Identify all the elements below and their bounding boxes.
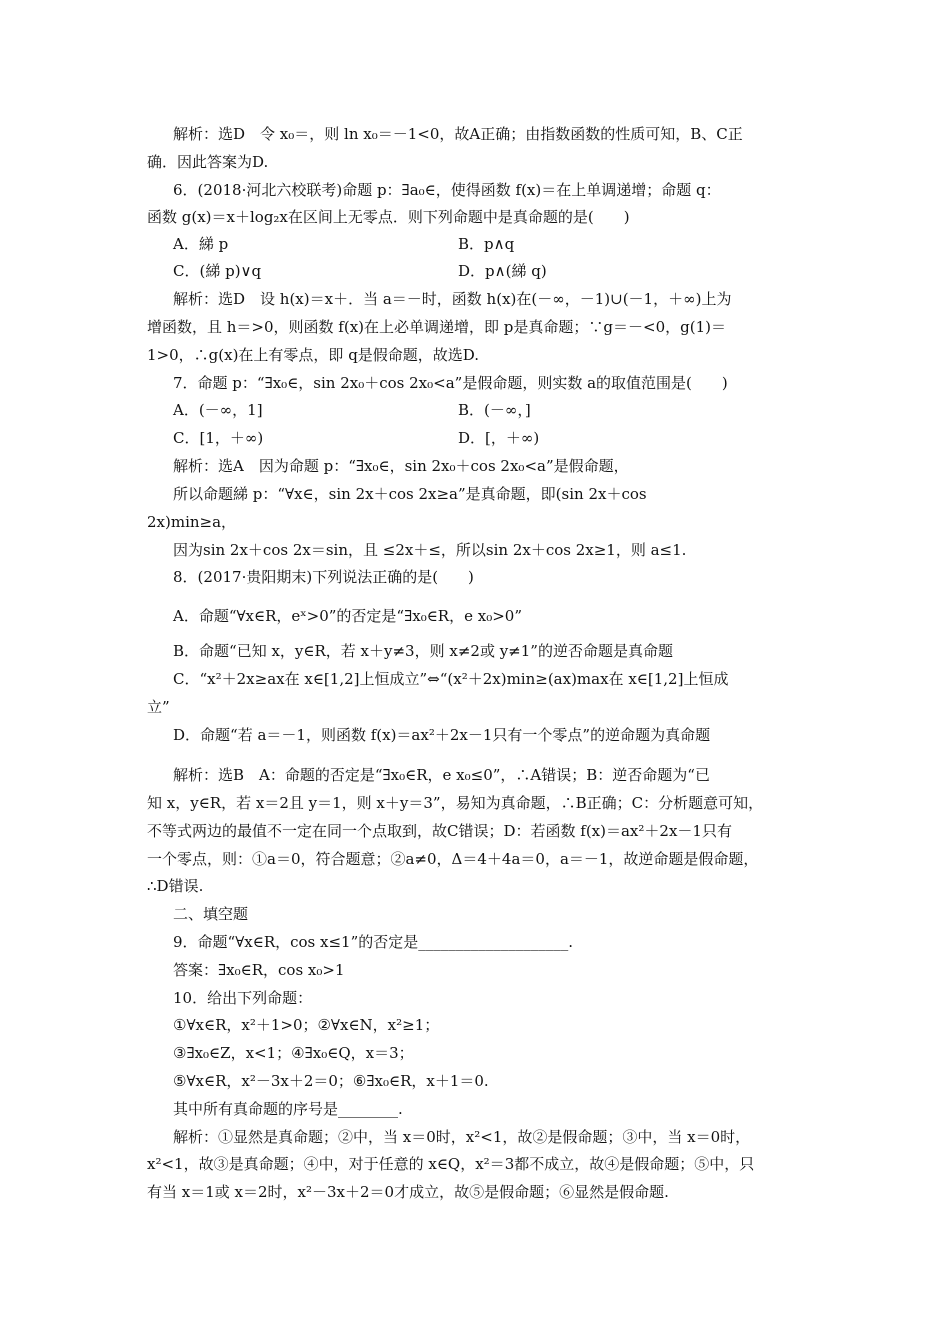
text-line: 解析：①显然是真命题；②中，当 x＝0时，x²<1，故②是假命题；③中，当 x＝0时， — [173, 1128, 751, 1146]
option-a: A．命题“∀x∈R，eˣ>0”的否定是“∃x₀∈R，e x₀>0” — [173, 607, 522, 625]
text-line: 因为sin 2x＋cos 2x＝sin，且 ≤2x＋≤，所以sin 2x＋cos 2x≥1，则 a≤1. — [173, 541, 687, 559]
text-line: 函数 g(x)＝x＋log₂x在区间上无零点．则下列命题中是真命题的是( ) — [147, 208, 630, 226]
text-line: ③∃x₀∈Z，x<1；④∃x₀∈Q，x＝3； — [173, 1044, 414, 1062]
text-line: 确．因此答案为D. — [147, 153, 269, 171]
text-line: ⑤∀x∈R，x²－3x＋2＝0；⑥∃x₀∈R，x＋1＝0. — [173, 1072, 489, 1090]
options-row — [173, 428, 813, 448]
text-line: 解析：选D 设 h(x)＝x＋．当 a＝－时，函数 h(x)在(－∞，－1)∪(－1，＋∞)上为 — [173, 290, 732, 308]
option-d: D．p∧(綈 q) — [458, 262, 547, 280]
text-line: 2x)min≥a， — [147, 513, 237, 531]
text-line: 一个零点，则：①a＝0，符合题意；②a≠0，Δ＝4＋4a＝0，a＝－1，故逆命题是假命题， — [147, 850, 759, 868]
text-line: 所以命题綈 p：“∀x∈，sin 2x＋cos 2x≥a”是真命题，即(sin 2x＋cos — [173, 485, 647, 503]
text-line: 立” — [147, 698, 170, 716]
option-b: B．p∧q — [458, 235, 515, 253]
text-line: ①∀x∈R，x²＋1>0；②∀x∈N，x²≥1； — [173, 1016, 440, 1034]
text-line: ∴D错误. — [147, 877, 204, 895]
text-line: 增函数，且 h＝>0，则函数 f(x)在上必单调递增，即 p是真命题；∵g＝－<0，g(1)＝ — [147, 318, 726, 336]
question-9-stem: 9．命题“∀x∈R，cos x≤1”的否定是____________________. — [173, 933, 574, 951]
options-row — [173, 234, 813, 254]
section-heading: 二、填空题 — [173, 905, 249, 923]
question-6-stem: 6．(2018·河北六校联考)命题 p：∃a₀∈，使得函数 f(x)＝在上单调递增；命题 q： — [173, 181, 721, 199]
question-8-stem: 8．(2017·贵阳期末)下列说法正确的是( ) — [173, 568, 474, 586]
text-line: x²<1，故③是真命题；④中，对于任意的 x∈Q，x²＝3都不成立，故④是假命题；⑤中，只 — [147, 1155, 755, 1173]
text-line: 1>0，∴g(x)在上有零点，即 q是假命题，故选D. — [147, 346, 480, 364]
text-line: 其中所有真命题的序号是________. — [173, 1100, 403, 1118]
option-d: D．[，＋∞) — [458, 429, 540, 447]
option-b: B．(－∞，] — [458, 401, 531, 419]
option-a: A．(－∞，1] — [173, 401, 263, 419]
text-line: 有当 x＝1或 x＝2时，x²－3x＋2＝0才成立，故⑤是假命题；⑥显然是假命题. — [147, 1183, 669, 1201]
text-line: 不等式两边的最值不一定在同一个点取到，故C错误；D：若函数 f(x)＝ax²＋2x－1只有 — [147, 822, 732, 840]
text-line: 解析：选A 因为命题 p：“∃x₀∈，sin 2x₀＋cos 2x₀<a”是假命题， — [173, 457, 629, 475]
answer-line: 答案：∃x₀∈R，cos x₀>1 — [173, 961, 345, 979]
text-line: 解析：选D 令 x₀＝，则 ln x₀＝－1<0，故A正确；由指数函数的性质可知，B、C正 — [173, 125, 743, 143]
option-b: B．命题“已知 x，y∈R，若 x＋y≠3，则 x≠2或 y≠1”的逆否命题是真命题 — [173, 642, 673, 660]
option-c: C．(綈 p)∨q — [173, 262, 262, 280]
options-row — [173, 261, 813, 281]
options-row — [173, 400, 813, 420]
option-d: D．命题“若 a＝－1，则函数 f(x)＝ax²＋2x－1只有一个零点”的逆命题为真命题 — [173, 726, 711, 744]
option-c: C．[1，＋∞) — [173, 429, 264, 447]
option-c: C．“x²＋2x≥ax在 x∈[1,2]上恒成立”⇔“(x²＋2x)min≥(ax)max在 x∈[1,2]上恒成 — [173, 670, 729, 688]
question-7-stem: 7．命题 p：“∃x₀∈，sin 2x₀＋cos 2x₀<a”是假命题，则实数 a的取值范围是( ) — [173, 374, 728, 392]
text-line: 知 x，y∈R，若 x＝2且 y＝1，则 x＋y＝3”，易知为真命题，∴B正确；C：分析题意可知， — [147, 794, 764, 812]
option-a: A．綈 p — [173, 235, 229, 253]
text-line: 解析：选B A：命题的否定是“∃x₀∈R，e x₀≤0”，∴A错误；B：逆否命题为“已 — [173, 766, 710, 784]
question-10-stem: 10．给出下列命题： — [173, 989, 313, 1007]
